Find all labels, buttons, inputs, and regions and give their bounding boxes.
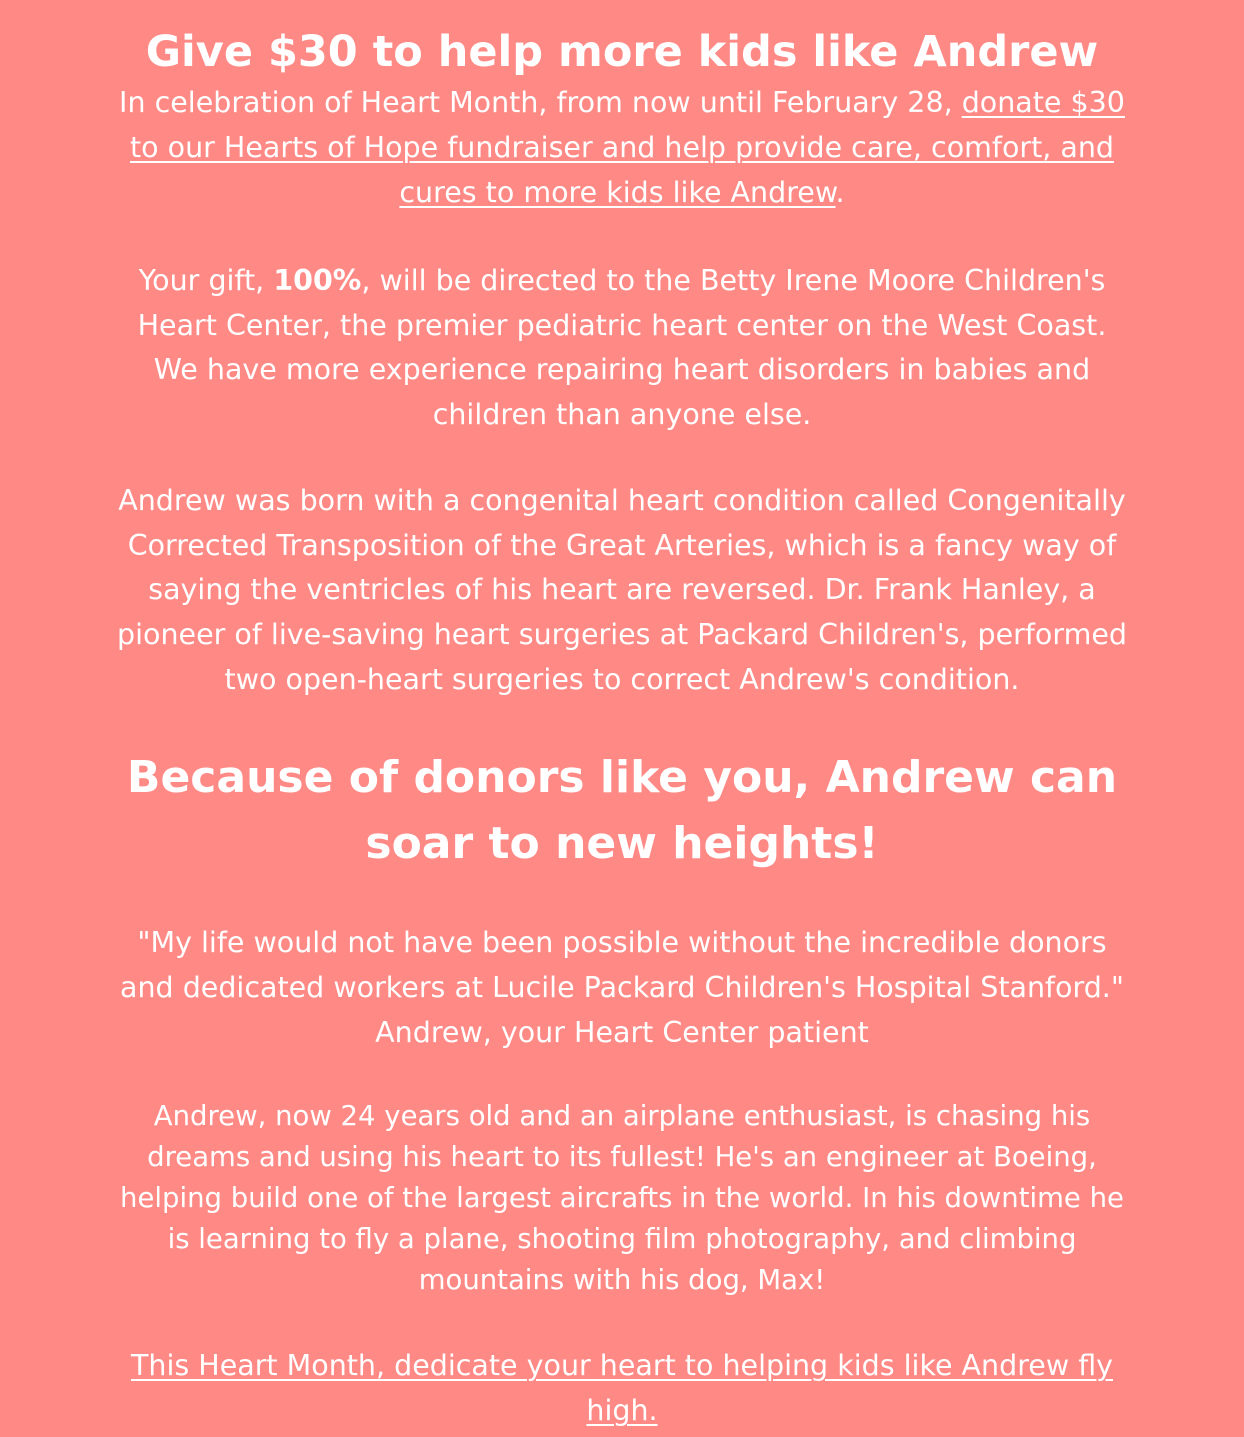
quote-text: "My life would not have been possible without the incredible donors and dedicated workers at Lucile Packard Children's Hospital Stanford." [120, 926, 1124, 1005]
intro-text: In celebration of Heart Month, from now until February 28, [119, 86, 962, 119]
gift-percent: 100% [273, 264, 362, 297]
page-title: Give $30 to help more kids like Andrew [145, 27, 1099, 77]
gift-paragraph [112, 259, 1132, 438]
gift-text-start: Your gift, [138, 264, 274, 297]
story-paragraph: Andrew was born with a congenital heart condition called Congenitally Corrected Transposition of the Great Arteries, which is a fancy way of saying the ventricles of his heart are reversed. Dr. Frank Hanley, a pioneer of live-saving heart surgeries at Packard Children's, performed two open-heart surgeries to correct Andrew's condition. [117, 483, 1127, 696]
quote-block [112, 920, 1132, 1055]
intro-paragraph [112, 80, 1132, 215]
donate-link[interactable]: donate $30 to our Hearts of Hope fundraiser and help provide care, comfort, and cures to more kids like Andrew [129, 86, 1125, 209]
gift-text-end: , will be directed to the Betty Irene Moore Children's Heart Center, the premier pediatric heart center on the West Coast. We have more experience repairing heart disorders in babies and children than anyone else. [137, 264, 1107, 432]
cta-paragraph [112, 1343, 1132, 1433]
section-headline: Because of donors like you, Andrew can soar to new heights! [126, 752, 1118, 870]
cta-link[interactable]: This Heart Month, dedicate your heart to helping kids like Andrew fly high. [130, 1349, 1114, 1428]
quote-attribution: Andrew, your Heart Center patient [375, 1016, 869, 1050]
now-paragraph: Andrew, now 24 years old and an airplane enthusiast, is chasing his dreams and using his heart to its fullest! He's an engineer at Boeing, helping build one of the largest aircrafts in the world. In his downtime he is learning to fly a plane, shooting film photography, and climbing mountains with his dog, Max! [120, 1100, 1124, 1297]
intro-period: . [835, 176, 845, 209]
